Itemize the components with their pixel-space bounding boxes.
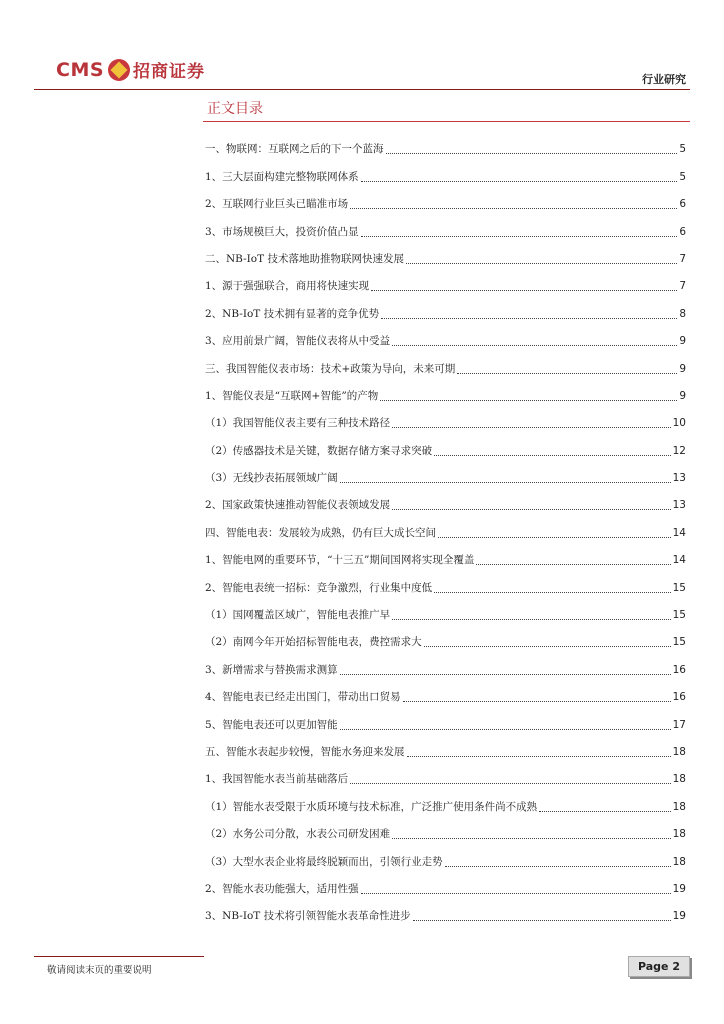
toc-entry-title: 三、我国智能仪表市场：技术+政策为导向，未来可期 <box>205 362 456 375</box>
toc-entry-title: 5、智能电表还可以更加智能 <box>205 718 338 731</box>
toc-entry[interactable] <box>205 596 686 623</box>
toc-entry-title: 2、智能水表功能强大，适用性强 <box>205 882 359 895</box>
toc-entry-title: 2、国家政策快速推动智能仪表领域发展 <box>205 499 391 512</box>
toc-entry-page: 9 <box>679 389 686 402</box>
toc-entry[interactable] <box>205 623 686 650</box>
toc-dot-leader <box>392 497 670 510</box>
disclaimer-note: 敬请阅读末页的重要说明 <box>47 965 152 976</box>
toc-entry-page: 18 <box>672 745 686 758</box>
header-divider <box>34 89 690 90</box>
toc-entry[interactable] <box>205 404 686 431</box>
toc-dot-leader <box>361 169 678 182</box>
toc-dot-leader <box>386 141 678 154</box>
toc-dot-leader <box>371 278 677 291</box>
toc-entry-page: 18 <box>672 800 686 813</box>
toc-dot-leader <box>424 634 671 647</box>
toc-entry-title: 2、智能电表统一招标：竞争激烈，行业集中度低 <box>205 581 433 594</box>
toc-entry-page: 7 <box>679 280 686 293</box>
toc-entry-page: 15 <box>672 609 686 622</box>
toc-dot-leader <box>392 826 670 839</box>
toc-entry-page: 7 <box>679 252 686 265</box>
toc-entry-title: 3、市场规模巨大，投资价值凸显 <box>205 225 359 238</box>
toc-entry-title: （1）我国智能仪表主要有三种技术路径 <box>205 417 391 430</box>
toc-entry-page: 18 <box>672 828 686 841</box>
toc-entry-title: 1、源于强强联合，商用将快速实现 <box>205 280 370 293</box>
toc-entry-page: 10 <box>672 417 686 430</box>
toc-entry[interactable] <box>205 870 686 897</box>
toc-entry[interactable] <box>205 513 686 540</box>
toc-dot-leader <box>361 881 671 894</box>
toc-entry-page: 16 <box>672 691 686 704</box>
toc-dot-leader <box>413 908 671 921</box>
logo-text: CMS <box>56 58 105 81</box>
toc-title-divider <box>203 121 690 122</box>
toc-entry[interactable] <box>205 322 686 349</box>
toc-entry[interactable] <box>205 486 686 513</box>
toc-entry-page: 8 <box>679 307 686 320</box>
toc-entry[interactable] <box>205 760 686 787</box>
toc-entry[interactable] <box>205 349 686 376</box>
toc-entry-title: 4、智能电表已经走出国门，带动出口贸易 <box>205 691 401 704</box>
page-number-badge: Page 2 <box>628 956 690 977</box>
toc-entry-page: 14 <box>672 554 686 567</box>
toc-entry-page: 5 <box>679 170 686 183</box>
toc-entry[interactable] <box>205 650 686 677</box>
toc-entry[interactable] <box>205 130 686 157</box>
toc-entry-page: 16 <box>672 663 686 676</box>
toc-entry[interactable] <box>205 212 686 239</box>
toc-entry[interactable] <box>205 157 686 184</box>
toc-entry[interactable] <box>205 733 686 760</box>
toc-entry-title: 五、智能水表起步较慢，智能水务迎来发展 <box>205 745 405 758</box>
toc-entry-title: （2）南网今年开始招标智能电表，费控需求大 <box>205 636 422 649</box>
toc-dot-leader <box>407 744 671 757</box>
toc-entry-page: 13 <box>672 499 686 512</box>
toc-dot-leader <box>392 607 670 620</box>
toc-entry-page: 15 <box>672 581 686 594</box>
toc-dot-leader <box>392 415 670 428</box>
toc-entry-page: 5 <box>679 143 686 156</box>
toc-entry[interactable] <box>205 568 686 595</box>
footer-divider <box>34 956 204 957</box>
toc-entry-title: 3、应用前景广阔，智能仪表将从中受益 <box>205 335 391 348</box>
toc-entry-page: 15 <box>672 636 686 649</box>
toc-entry[interactable] <box>205 678 686 705</box>
toc-dot-leader <box>340 470 671 483</box>
toc-entry-title: 一、物联网：互联网之后的下一个蓝海 <box>205 143 384 156</box>
toc-entry[interactable] <box>205 377 686 404</box>
toc-dot-leader <box>403 689 671 702</box>
toc-title: 正文目录 <box>207 101 263 117</box>
toc-entry[interactable] <box>205 459 686 486</box>
toc-entry-title: 3、新增需求与替换需求测算 <box>205 663 338 676</box>
toc-entry-title: 四、智能电表：发展较为成熟，仍有巨大成长空间 <box>205 526 436 539</box>
toc-entry[interactable] <box>205 294 686 321</box>
toc-dot-leader <box>340 662 671 675</box>
toc-dot-leader <box>350 771 670 784</box>
toc-entry[interactable] <box>205 541 686 568</box>
toc-entry[interactable] <box>205 815 686 842</box>
toc-entry-page: 9 <box>679 362 686 375</box>
company-logo <box>56 57 205 82</box>
section-label: 行业研究 <box>642 73 686 86</box>
toc-entry[interactable] <box>205 185 686 212</box>
toc-entry-page: 18 <box>672 855 686 868</box>
logo-emblem-icon <box>108 59 130 81</box>
toc-dot-leader <box>445 854 671 867</box>
toc-dot-leader <box>340 717 671 730</box>
toc-entry-title: （2）水务公司分散，水表公司研发困难 <box>205 828 391 841</box>
toc-entry[interactable] <box>205 240 686 267</box>
toc-dot-leader <box>438 525 671 538</box>
toc-entry-page: 18 <box>672 773 686 786</box>
toc-entry-page: 14 <box>672 526 686 539</box>
toc-dot-leader <box>381 306 677 319</box>
toc-entry-title: （1）国网覆盖区域广，智能电表推广早 <box>205 609 391 622</box>
toc-entry-title: （2）传感器技术是关键，数据存储方案寻求突破 <box>205 444 433 457</box>
toc-entry-page: 19 <box>672 882 686 895</box>
toc-entry-page: 9 <box>679 335 686 348</box>
toc-entry-title: （1）智能水表受限于水质环境与技术标准，广泛推广使用条件尚不成熟 <box>205 800 538 813</box>
toc-entry-title: 1、智能电网的重要环节，“十三五”期间国网将实现全覆盖 <box>205 554 475 567</box>
toc-entry-page: 6 <box>679 198 686 211</box>
toc-dot-leader <box>457 361 677 374</box>
toc-entry[interactable] <box>205 705 686 732</box>
toc-entry-title: （3）无线抄表拓展领域广阔 <box>205 472 338 485</box>
toc-dot-leader <box>350 196 677 209</box>
toc-entry-page: 17 <box>672 718 686 731</box>
toc-dot-leader <box>406 251 677 264</box>
toc-dot-leader <box>434 443 670 456</box>
toc-entry[interactable] <box>205 787 686 814</box>
toc-entry-page: 6 <box>679 225 686 238</box>
toc-entry[interactable] <box>205 842 686 869</box>
toc-entry-title: 2、互联网行业巨头已瞄准市场 <box>205 198 349 211</box>
toc-entry[interactable] <box>205 897 686 924</box>
toc-entry-title: 3、NB-IoT 技术将引领智能水表革命性进步 <box>205 910 411 923</box>
toc-entry-page: 12 <box>672 444 686 457</box>
toc-entry-title: （3）大型水表企业将最终脱颖而出，引领行业走势 <box>205 855 443 868</box>
toc-entry[interactable] <box>205 431 686 458</box>
toc-dot-leader <box>539 799 670 812</box>
toc-entry[interactable] <box>205 267 686 294</box>
toc-entry-page: 13 <box>672 472 686 485</box>
toc-dot-leader <box>392 333 677 346</box>
table-of-contents <box>205 130 686 924</box>
toc-entry-title: 1、智能仪表是“互联网+智能”的产物 <box>205 389 379 402</box>
toc-entry-page: 19 <box>672 910 686 923</box>
logo-chinese-name: 招商证券 <box>133 62 206 82</box>
toc-entry-title: 2、NB-IoT 技术拥有显著的竞争优势 <box>205 307 380 320</box>
toc-entry-title: 1、三大层面构建完整物联网体系 <box>205 170 359 183</box>
toc-entry-title: 二、NB-IoT 技术落地助推物联网快速发展 <box>205 252 404 265</box>
toc-dot-leader <box>476 552 670 565</box>
toc-dot-leader <box>434 580 670 593</box>
toc-dot-leader <box>380 388 677 401</box>
toc-entry-title: 1、我国智能水表当前基础落后 <box>205 773 349 786</box>
toc-dot-leader <box>361 224 678 237</box>
